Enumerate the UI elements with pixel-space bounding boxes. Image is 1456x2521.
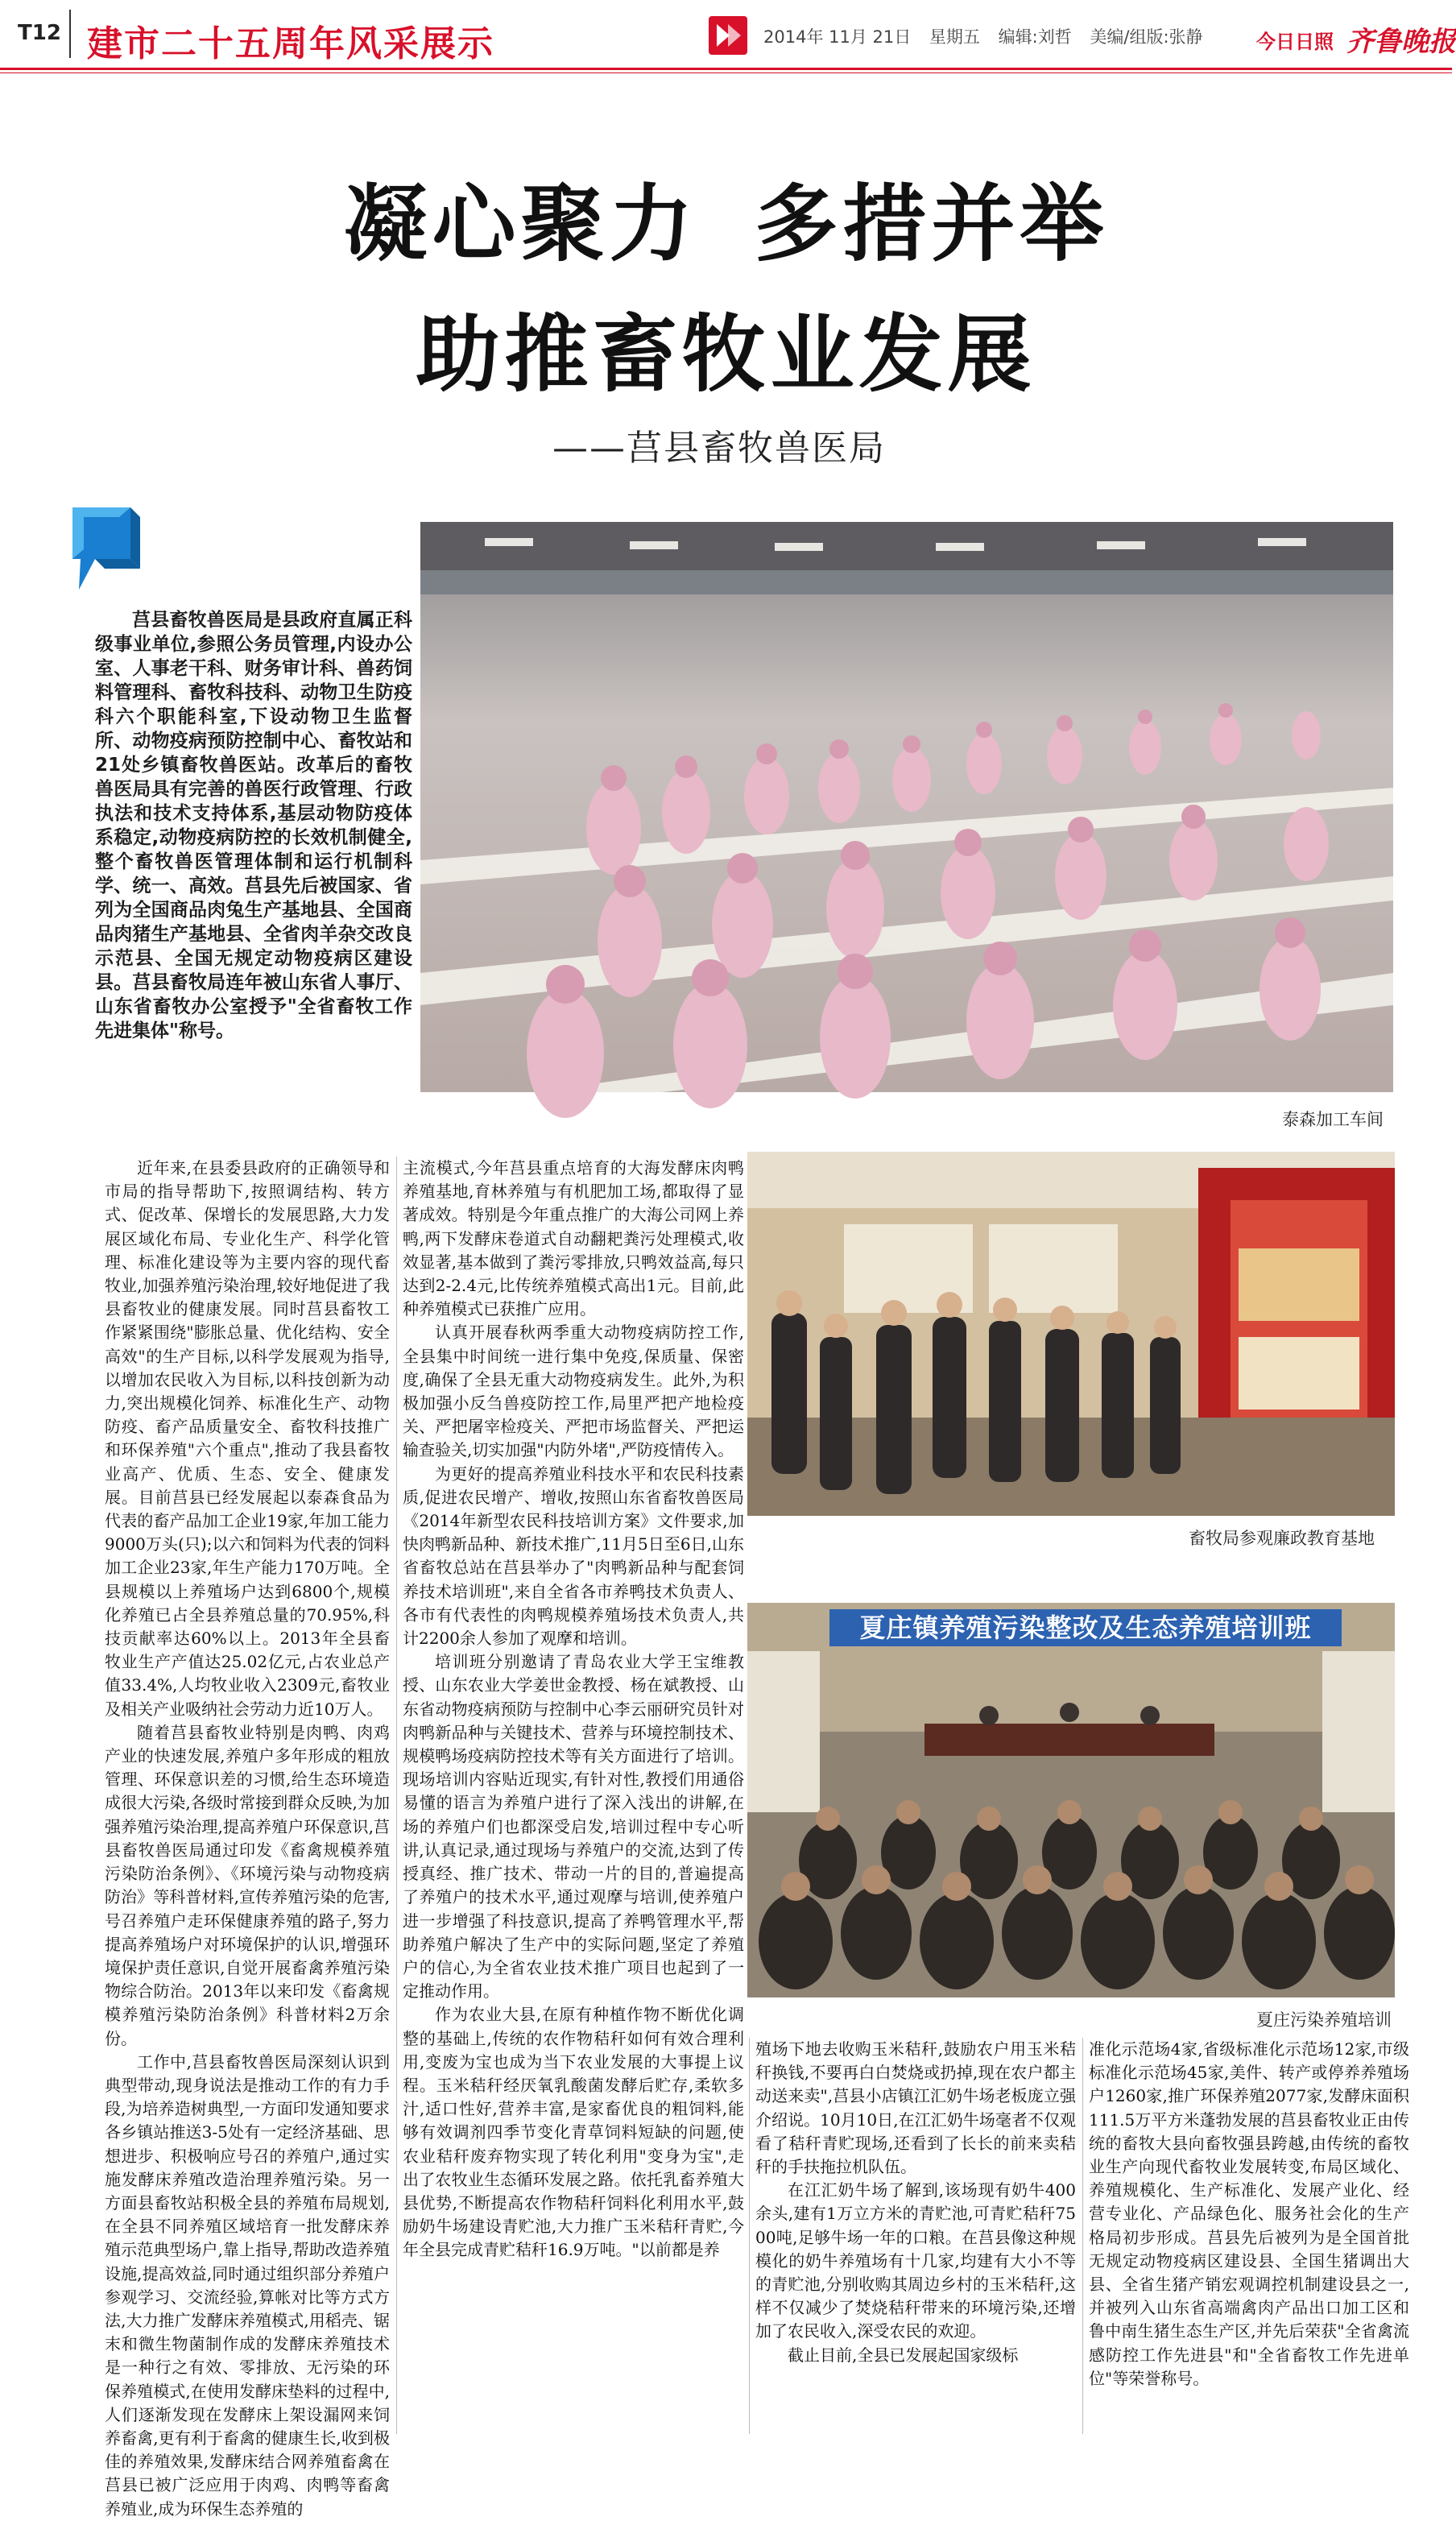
issue-date: 2014年 11月 21日 bbox=[763, 27, 912, 47]
headline-line-1 bbox=[0, 176, 1452, 272]
training-caption: 夏庄污染养殖培训 bbox=[1256, 2010, 1392, 2030]
headline-line-2: 助推畜牧业发展 bbox=[416, 304, 1036, 404]
article-column-2 bbox=[403, 1157, 744, 2434]
paragraph-continued: 殖场下地去收购玉米秸秆,鼓励农户用玉米秸秆换钱,不要再白白焚烧或扔掉,现在农户都主动送来卖",莒县小店镇江汇奶牛场老板庞立强介绍说。10月10日,在江汇奶牛场毫者不仅观看了秸秆青贮现场,还看到了长长的前来卖秸秆的手扶拖拉机队伍。 bbox=[755, 2039, 1076, 2177]
paragraph: 认真开展春秋两季重大动物疫病防控工作,全县集中时间统一进行集中免疫,保质量、保密度,确保了全县无重大动物疫病发生。此外,为积极加强小反刍兽疫防控工作,局里严把产地检疫关、严把屠宰检疫关、严把市场监督关、严把运输查验关,切实加强"内防外堵",严防疫情传入。 bbox=[403, 1323, 744, 1460]
paragraph: 随着莒县畜牧业特别是肉鸭、肉鸡产业的快速发展,养殖户多年形成的粗放管理、环保意识差的习惯,给生态环境造成很大污染,各级时常接到群众反映,为加强养殖污染治理,提高养殖户环保意识,莒县畜牧兽医局通过印发《畜禽规模养殖污染防治条例》、《环境污染与动物疫病防治》等科普材料,宣传养殖污染的危害,号召养殖户走环保健康养殖的路子,努力提高养殖场户对环境保护的认识,增强环境保护责任意识,自觉开展畜禽养殖污染物综合防治。2013年以来印发《畜禽规模养殖污染防治条例》科普材料2万余份。 bbox=[105, 1722, 390, 2048]
section-title: 建市二十五周年风采展示 bbox=[87, 23, 494, 64]
header-rule bbox=[0, 68, 1452, 70]
paragraph-continued: 准化示范场4家,省级标准化示范场12家,市级标准化示范场45家,美件、转产或停养养殖场户1260家,推广环保养殖2077家,发酵床面积111.5万平方米蓬勃发展的莒县畜牧业正由传统的畜牧大县向畜牧强县跨越,由传统的畜牧业生产向现代畜牧业发展转变,布局区域化、养殖规模化、生产标准化、发展产业化、经营专业化、产品绿色化、服务社会化的生产格局初步形成。莒县先后被列为是全国首批无规定动物疫病区建设县、全国生猪调出大县、全省生猪产销宏观调控机制建设县之一,并被列入山东省高端禽肉产品出口加工区和鲁中南生猪生态生产区,并先后荣获"全省禽流感防控工作先进县"和"全省畜牧工作先进单位"等荣誉称号。 bbox=[1089, 2039, 1409, 2388]
paragraph: 为更好的提高养殖业科技水平和农民科技素质,促进农民增产、增收,按照山东省畜牧兽医局《2014年新型农民科技培训方案》文件要求,加快肉鸭新品种、新技术推广,11月5日至6日,山东省畜牧总站在莒县举办了"肉鸭新品种与配套饲养技术培训班",来自全省各市养鸭技术负责人、各市有代表性的肉鸭规模养殖场技术负责人,共计2200余人参加了观摩和培训。 bbox=[403, 1463, 744, 1649]
byline: ——莒县畜牧兽医局 bbox=[552, 428, 886, 469]
intro-paragraph bbox=[95, 608, 412, 1048]
column-divider bbox=[749, 2038, 750, 2434]
today-label: 今日日照 bbox=[1256, 31, 1334, 53]
paragraph: 在江汇奶牛场了解到,该场现有奶牛400余头,建有1万立方米的青贮池,可青贮秸秆7500吨,足够牛场一年的口粮。在莒县像这种规模化的奶牛养殖场有十几家,均建有大小不等的青贮池,分别收购其周边乡村的玉米秸秆,这样不仅减少了焚烧秸秆带来的环境污染,还增加了农民收入,深受农民的欢迎。 bbox=[755, 2180, 1076, 2341]
paragraph: 工作中,莒县畜牧兽医局深刻认识到典型带动,现身说法是推动工作的有力手段,为培养造树典型,一方面印发通知要求各乡镇站推送3-5处有一定经济基础、思想进步、积极响应号召的养殖户,通过实施发酵床养殖改造治理养殖污染。另一方面县畜牧站积极全县的养殖布局规划,在全县不同养殖区域培育一批发酵床养殖示范典型场户,靠上指导,帮助改造养殖设施,提高效益,同时通过组织部分养殖户参观学习、交流经验,算帐对比等方式方法,大力推广发酵床养殖模式,用稻壳、锯末和微生物菌制作成的发酵床养殖技术是一种行之有效、零排放、无污染的环保养殖模式,在使用发酵床垫料的过程中,人们逐渐发现在发酵床上架设漏网来饲养畜禽,更有利于畜禽的健康生长,收到极佳的养殖效果,发酵床结合网养殖畜禽在莒县已被广泛应用于肉鸡、肉鸭等畜禽养殖业,成为环保生态养殖的 bbox=[105, 2051, 390, 2519]
paragraph: 截止目前,全县已发展起国家级标 bbox=[788, 2345, 1019, 2365]
visit-caption: 畜牧局参观廉政教育基地 bbox=[1189, 1529, 1375, 1548]
article-column-1 bbox=[105, 1157, 390, 2519]
paragraph: 作为农业大县,在原有种植作物不断优化调整的基础上,传统的农作物秸秆如何有效合理利用,变废为宝也成为当下农业发展的大事提上议程。玉米秸秆经厌氧乳酸菌发酵后贮存,柔软多汁,适口性好,营养丰富,是家畜优良的粗饲料,能够有效调剂四季节变化青草饲料短缺的问题,使农业秸秆废弃物实现了转化利用"变身为宝",走出了农牧业生态循环发展之路。依托乳畜养殖大县优势,不断提高农作物秸秆饲料化利用水平,鼓励奶牛场建设青贮池,大力推广玉米秸秆青贮,今年全县完成青贮秸秆16.9万吨。"以前都是养 bbox=[403, 2005, 744, 2260]
issue-weekday: 星期五 bbox=[929, 27, 980, 47]
paragraph-continued: 主流模式,今年莒县重点培育的大海发酵床肉鸭养殖基地,育林养殖与有机肥加工场,都取得了显著成效。特别是今年重点推广的大海公司网上养鸭,两下发酵床卷道式自动翻耙粪污处理模式,收效显著,基本做到了粪污零排放,只鸭效益高,每只达到2-2.4元,比传统养殖模式高出1元。目前,此种养殖模式已获推广应用。 bbox=[403, 1158, 744, 1319]
issue-meta bbox=[763, 24, 1216, 48]
headline-part-1: 凝心聚力 bbox=[343, 174, 698, 273]
visit-photo bbox=[747, 1152, 1395, 1516]
column-divider bbox=[396, 1157, 397, 2434]
factory-caption: 泰森加工车间 bbox=[1282, 1110, 1384, 1129]
arrow-icon bbox=[709, 16, 747, 55]
article-column-3 bbox=[755, 2038, 1076, 2434]
headline-part-2: 多措并举 bbox=[754, 174, 1109, 273]
page-number: T12 bbox=[18, 21, 61, 45]
column-divider bbox=[1082, 2038, 1083, 2434]
factory-photo bbox=[420, 522, 1393, 1092]
issue-designer: 美编/组版:张静 bbox=[1090, 27, 1203, 47]
issue-editor: 编辑:刘哲 bbox=[998, 27, 1072, 47]
article-column-4 bbox=[1089, 2038, 1409, 2434]
training-banner: 夏庄镇养殖污染整改及生态养殖培训班 bbox=[829, 1609, 1342, 1646]
paragraph: 近年来,在县委县政府的正确领导和市局的指导帮助下,按照调结构、转方式、促改革、保增长的发展思路,大力发展区域化布局、专业化生产、科学化管理、标准化建设等为主要内容的现代畜牧业,加强养殖污染治理,较好地促进了我县畜牧业的健康发展。同时莒县畜牧工作紧紧围绕"膨胀总量、优化结构、安全高效"的生产目标,以科学发展观为指导,以增加农民收入为目标,以科技创新为动力,突出规模化饲养、标准化生产、动物防疫、畜产品质量安全、畜牧科技推广和环保养殖"六个重点",推动了我县畜牧业高产、优质、生态、安全、健康发展。目前莒县已经发展起以泰森食品为代表的畜产品加工企业19家,年加工能力9000万头(只);以六和饲料为代表的饲料加工企业23家,年生产能力170万吨。全县规模以上养殖场户达到6800个,规模化养殖已占全县养殖总量的70.95%,科技贡献率达60%以上。2013年全县畜牧业生产产值达25.02亿元,占农业总产值33.4%,人均牧业收入2309元,畜牧业及相关产业吸纳社会劳动力近10万人。 bbox=[105, 1158, 390, 1719]
newspaper-logo: 齐鲁晚报 bbox=[1346, 26, 1456, 58]
intro-text: 莒县畜牧兽医局是县政府直属正科级事业单位,参照公务员管理,内设办公室、人事老干科、财务审计科、兽药饲料管理科、畜牧科技科、动物卫生防疫科六个职能科室,下设动物卫生监督所、动物疫病预防控制中心、畜牧站和21处乡镇畜牧兽医站。改革后的畜牧兽医局具有完善的兽医行政管理、行政执法和技术支持体系,基层动物防疫体系稳定,动物疫病防控的长效机制健全,整个畜牧兽医管理体制和运行机制科学、统一、高效。莒县先后被国家、省列为全国商品肉兔生产基地县、全国商品肉猪生产基地县、全省肉羊杂交改良示范县、全国无规定动物疫病区建设县。莒县畜牧局连年被山东省人事厅、山东省畜牧办公室授予"全省畜牧工作先进集体"称号。 bbox=[95, 610, 412, 1041]
training-photo bbox=[747, 1603, 1395, 1997]
header-divider bbox=[69, 10, 71, 58]
speech-bubble-icon bbox=[56, 503, 145, 599]
paragraph: 培训班分别邀请了青岛农业大学王宝维教授、山东农业大学姜世金教授、杨在斌教授、山东省动物疫病预防与控制中心李云丽研究员针对肉鸭新品种与关键技术、营养与环境控制技术、规模鸭场疫病防控技术等有关方面进行了培训。现场培训内容贴近现实,有针对性,教授们用通俗易懂的语言为养殖户进行了深入浅出的讲解,在场的养殖户们也都深受启发,培训过程中专心听讲,认真记录,通过现场与养殖户的交流,达到了传授真经、推广技术、带动一片的目的,普遍提高了养殖户的技术水平,通过观摩与培训,使养殖户进一步增强了科技意识,提高了养鸭管理水平,帮助养殖户解决了生产中的实际问题,坚定了养殖户的信心,为全省农业技术推广项目也起到了一定推动作用。 bbox=[403, 1652, 744, 2001]
header-rule-thin bbox=[0, 72, 1452, 73]
